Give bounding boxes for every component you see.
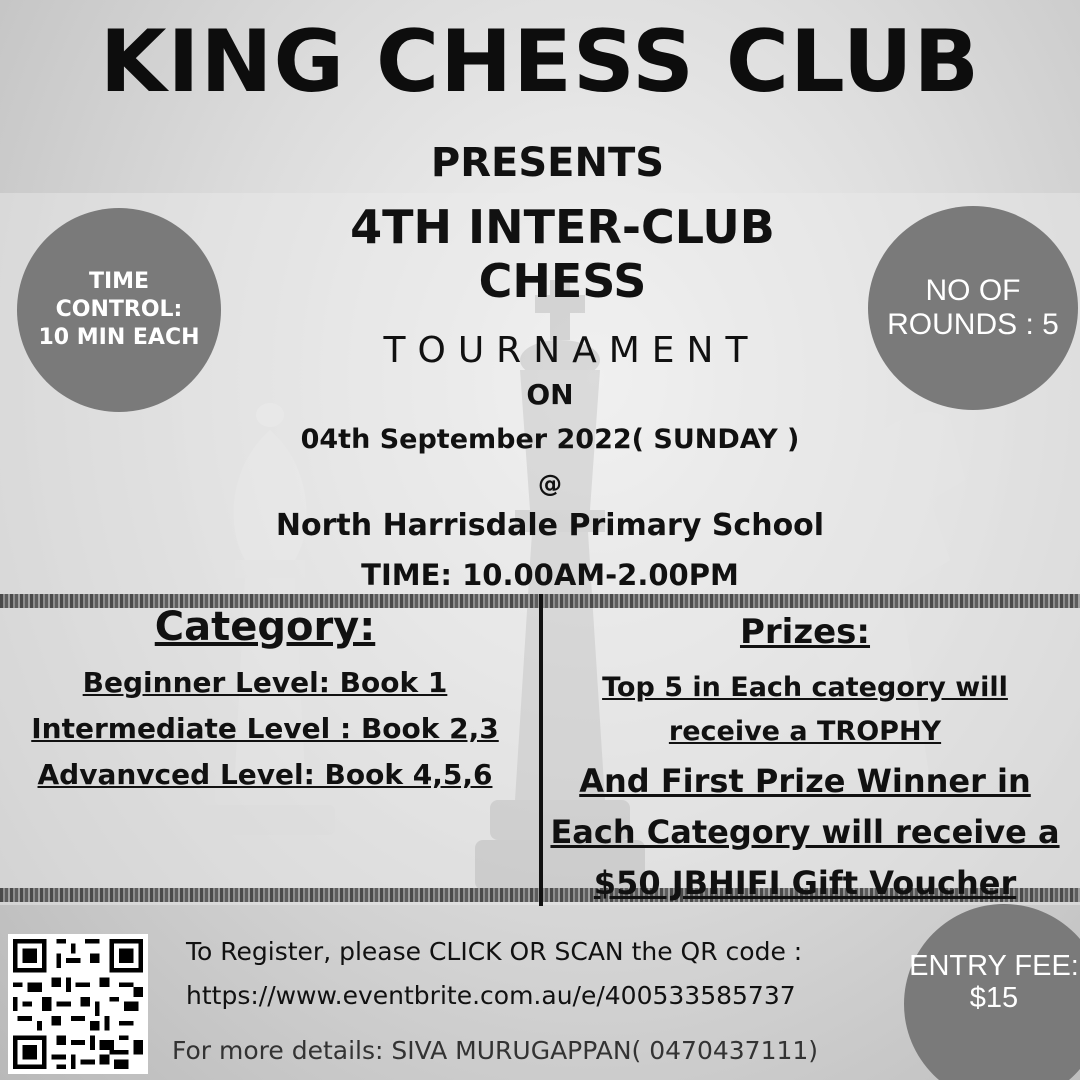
registration-instruction: To Register, please CLICK OR SCAN the QR code : xyxy=(186,937,803,966)
rounds-badge xyxy=(868,206,1078,410)
prize-trophy: Top 5 in Each category will receive a TROPHY xyxy=(602,672,1008,747)
event-time: TIME: 10.00AM-2.00PM xyxy=(361,558,739,592)
prizes-heading: Prizes: xyxy=(739,612,871,652)
entry-fee-badge xyxy=(904,904,1080,1080)
event-title-text: 4TH INTER-CLUB CHESS xyxy=(350,200,775,308)
category-item: Intermediate Level : Book 2,3 xyxy=(31,712,499,745)
time-control-text: TIME CONTROL: 10 MIN EACH xyxy=(38,269,200,350)
category-heading: Category: xyxy=(154,604,376,650)
event-venue: North Harrisdale Primary School xyxy=(275,508,825,543)
category-item: Beginner Level: Book 1 xyxy=(82,666,448,699)
event-date: 04th September 2022( SUNDAY ) xyxy=(300,424,800,455)
category-section xyxy=(0,604,530,798)
event-subtitle: TOURNAMENT xyxy=(383,330,760,371)
qr-code-icon[interactable] xyxy=(8,934,148,1074)
club-title: KING CHESS CLUB xyxy=(99,12,981,112)
time-control-badge xyxy=(17,208,221,412)
registration-link[interactable]: https://www.eventbrite.com.au/e/400533585737 xyxy=(186,981,796,1010)
prizes-section xyxy=(545,612,1065,909)
category-item: Advanvced Level: Book 4,5,6 xyxy=(37,758,493,791)
rounds-text: NO OF ROUNDS : 5 xyxy=(887,274,1059,341)
presents-label: PRESENTS xyxy=(430,140,665,186)
column-divider xyxy=(539,594,543,906)
at-label: @ xyxy=(538,470,562,498)
registration-info xyxy=(186,930,802,1018)
prize-voucher: And First Prize Winner in Each Category will receive a $50 JBHIFI Gift Voucher xyxy=(550,762,1060,902)
on-label: ON xyxy=(526,378,574,411)
entry-fee-text: ENTRY FEE: $15 xyxy=(909,950,1079,1014)
contact-details: For more details: SIVA MURUGAPPAN( 0470437111) xyxy=(172,1036,819,1065)
